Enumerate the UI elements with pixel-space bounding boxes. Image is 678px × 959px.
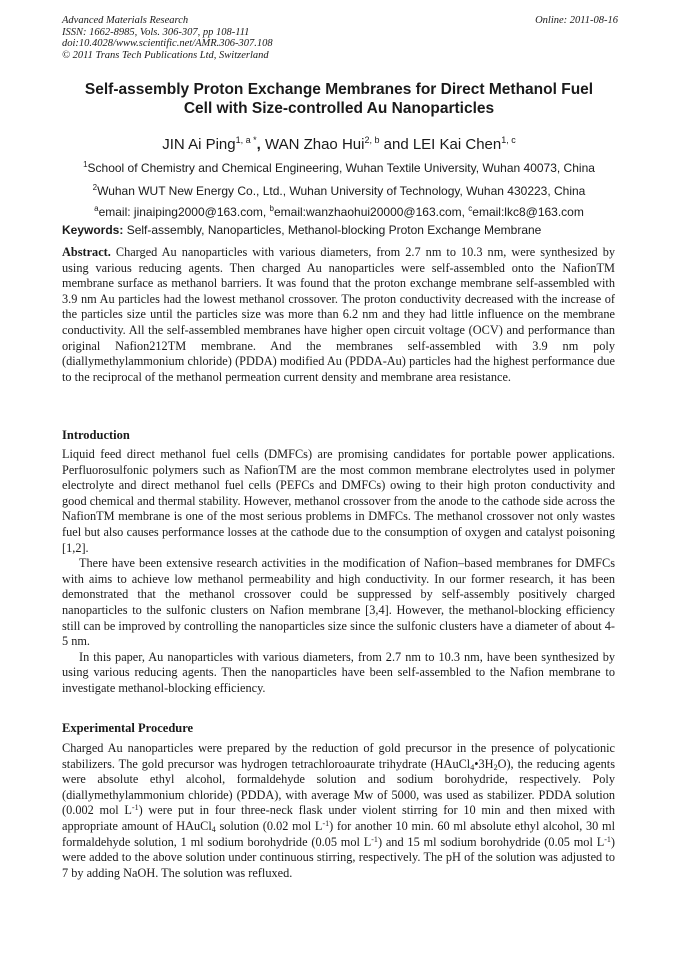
abstract xyxy=(62,245,615,385)
intro-paragraph-2: There have been extensive research activities in the modification of Nafion–based membranes for DMFCs with aims to achieve low methanol permeability and high conductivity. In our former research, it has been demonstrated that the methanol crossover could be suppressed by self-assembly positively charged nanoparticles to the sulfonic clusters on Nafion membrane [3,4]. However, the methanol-blocking efficiency still can be improved by controlling the nanoparticles size since the sulfonic clusters have a diameter of about 4-5 nm. xyxy=(62,556,615,649)
abstract-text: Charged Au nanoparticles with various diameters, from 2.7 nm to 10.3 nm, were synthesized by using various reducing agents. Then charged Au nanoparticles were self-assembled onto the NafionTM membrane surface as methanol barriers. It was found that the proton exchange membrane self-assembled with 3.9 nm Au particles had the lowest methanol crossover. The proton conductivity decreased with the increase of the particles size until the particles size was more than 6.2 nm and they had little influence on the membrane conductivity. All the self-assembled membranes have higher open circuit voltage (OCV) and performance than original Nafion212TM membrane. And the membranes self-assembled with 3.9 nm poly (diallymethylammonium chloride) (PDDA) modified Au (PDDA-Au) particles had the highest performance due to the reciprocal of the methanol permeation current density and membrane area resistance. xyxy=(62,245,615,384)
paper-title xyxy=(62,80,616,118)
exp-text-8: ) were added to the above solution under continuous stirring, respectively. The pH of the solution was adjusted to 7 by adding NaOH. The solution was refluxed. xyxy=(62,834,615,880)
author-1: JIN Ai Ping xyxy=(162,136,236,153)
email-line xyxy=(62,201,616,220)
exp-sup-2: -1 xyxy=(322,818,330,828)
online-date: Online: 2011-08-16 xyxy=(535,15,618,26)
journal-name: Advanced Materials Research xyxy=(62,15,189,26)
exp-sub-3: 4 xyxy=(211,824,216,834)
affiliation-1-text: School of Chemistry and Chemical Engineering, Wuhan Textile University, Wuhan 40073, China xyxy=(87,161,595,175)
abstract-label: Abstract. xyxy=(62,245,111,259)
exp-sup-3: -1 xyxy=(371,834,378,844)
email-b-marker: b xyxy=(269,204,274,213)
email-c-marker: c xyxy=(468,204,473,213)
doi-line: doi:10.4028/www.scientific.net/AMR.306-307.108 xyxy=(62,38,273,49)
affiliation-2-text: Wuhan WUT New Energy Co., Ltd., Wuhan University of Technology, Wuhan 430223, China xyxy=(97,184,586,198)
exp-sup-1: -1 xyxy=(131,803,139,813)
email-a: email: jinaiping2000@163.com, xyxy=(98,205,270,219)
exp-text-2: •3H xyxy=(474,756,494,771)
introduction-body xyxy=(62,447,615,697)
email-a-marker: a xyxy=(94,204,99,213)
author-separator: , xyxy=(256,136,261,153)
exp-text-5: solution (0.02 mol L xyxy=(215,818,323,833)
author-2-marker: 2, b xyxy=(364,135,380,145)
affiliation-2 xyxy=(62,180,616,199)
affiliation-2-marker: 2 xyxy=(92,183,98,192)
experimental-body xyxy=(62,741,615,881)
affiliation-1-marker: 1 xyxy=(83,160,88,169)
exp-text-4: ) were put in four three-neck flask under violent stirring for 10 min and then mixed with appropriate amount of HAuCl xyxy=(62,803,616,833)
exp-text-1: Charged Au nanoparticles were prepared by the reduction of gold precursor in the presence of polycationic stabilizers. The gold precursor was hydrogen tetrachloroaurate trihydrate (HAuCl xyxy=(62,741,615,771)
title-line-2: Cell with Size-controlled Au Nanoparticles xyxy=(183,100,495,117)
exp-sub-2: 2 xyxy=(493,762,498,772)
introduction-heading: Introduction xyxy=(62,428,130,442)
email-c: email:lkc8@163.com xyxy=(472,205,584,219)
exp-sub-1: 4 xyxy=(470,762,475,772)
keywords-label: Keywords: xyxy=(62,223,124,237)
author-3-marker: 1, c xyxy=(501,135,516,145)
email-b: email:wanzhaohui20000@163.com, xyxy=(273,205,469,219)
author-list xyxy=(62,130,616,155)
journal-header xyxy=(62,15,618,61)
copyright-line: © 2011 Trans Tech Publications Ltd, Switzerland xyxy=(62,49,269,61)
intro-paragraph-1: Liquid feed direct methanol fuel cells (DMFCs) are promising candidates for portable power applications. Perfluorosulfonic polymers such as NafionTM are the most common membrane electrolytes used in polymer electrolyte and direct methanol fuel cells (PEFCs and DMFCs) owing to their high proton conductivity and good chemical and thermal stability. However, methanol crossover from the anode to the cathode side across the NafionTM membrane is one of the most serious problems in DMFCs. The methanol crossover not only wastes fuel but also causes performance losses at the cathode due to the consumption of oxygen and catalyst poisoning [1,2]. xyxy=(62,447,615,555)
author-3: and LEI Kai Chen xyxy=(379,136,502,153)
exp-text-3: O), the reducing agents were absolute ethyl alcohol, formaldehyde solution and sodium borohydride, respectively. Poly (diallymethylammonium chloride) (PDDA), with average Mw of 5000, was used as stabilizer. PDDA solution (0.002 mol L xyxy=(62,756,615,818)
issn-line: ISSN: 1662-8985, Vols. 306-307, pp 108-111 xyxy=(62,26,250,38)
exp-text-7: ) and 15 ml sodium borohydride (0.05 mol L xyxy=(377,834,605,849)
affiliation-1 xyxy=(62,157,616,176)
experimental-paragraph xyxy=(62,741,615,881)
exp-sup-4: -1 xyxy=(604,834,611,844)
keywords xyxy=(62,222,616,238)
author-1-marker: 1, a * xyxy=(235,135,257,145)
author-2: WAN Zhao Hui xyxy=(260,136,365,153)
exp-text-6: ) for another 10 min. 60 ml absolute ethyl alcohol, 30 ml formaldehyde solution, 1 ml sodium borohydride (0.05 mol L xyxy=(62,818,615,849)
intro-paragraph-3: In this paper, Au nanoparticles with various diameters, from 2.7 nm to 10.3 nm, have been synthesized by using various reducing agents. Then the nanoparticles have been self-assembled to the Nafion membrane to investigate methanol-blocking efficiency. xyxy=(62,649,615,695)
title-line-1: Self-assembly Proton Exchange Membranes for Direct Methanol Fuel xyxy=(84,81,594,98)
experimental-heading: Experimental Procedure xyxy=(62,721,194,735)
keywords-text: Self-assembly, Nanoparticles, Methanol-blocking Proton Exchange Membrane xyxy=(123,223,542,237)
